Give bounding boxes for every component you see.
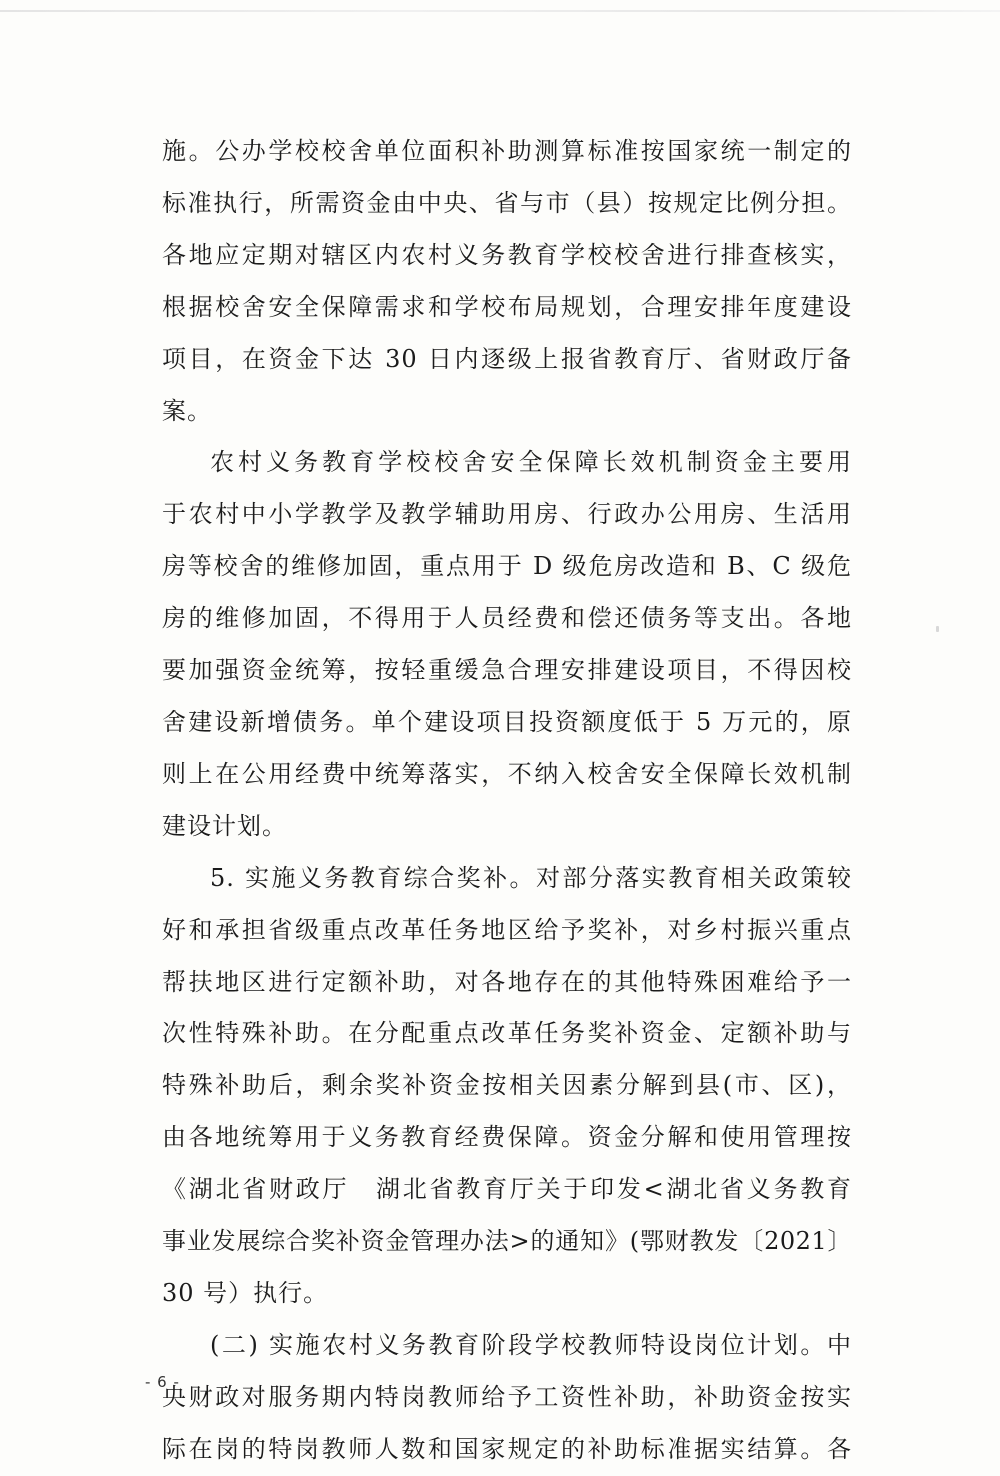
scan-top-edge: [0, 10, 1000, 12]
text-line: 农村义务教育学校校舍安全保障长效机制资金主要用: [210, 448, 852, 477]
text-line: 于农村中小学教学及教学辅助用房、行政办公用房、生活用: [162, 500, 852, 529]
text-line: 特殊补助后，剩余奖补资金按相关因素分解到县(市、区)，: [162, 1071, 852, 1100]
text-line: 5. 实施义务教育综合奖补。对部分落实教育相关政策较: [210, 863, 852, 892]
paragraph-1: [162, 126, 852, 437]
text-line: 际在岗的特岗教师人数和国家规定的补助标准据实结算。各: [162, 1434, 852, 1463]
text-line: 帮扶地区进行定额补助，对各地存在的其他特殊困难给予一: [162, 967, 852, 996]
text-line: (二) 实施农村义务教育阶段学校教师特设岗位计划。中: [210, 1330, 852, 1359]
text-line: 案。: [162, 396, 212, 425]
text-line: 房等校舍的维修加固，重点用于 D 级危房改造和 B、C 级危: [162, 552, 852, 581]
document-body: [162, 126, 852, 1476]
text-line: 建设计划。: [162, 811, 287, 840]
text-line: 房的维修加固，不得用于人员经费和偿还债务等支出。各地: [162, 604, 852, 633]
paragraph-3: [162, 853, 852, 1320]
paragraph-4: [162, 1320, 852, 1476]
paragraph-2: [162, 437, 852, 852]
text-line: 要加强资金统筹，按轻重缓急合理安排建设项目，不得因校: [162, 656, 852, 685]
text-line: 则上在公用经费中统筹落实，不纳入校舍安全保障长效机制: [162, 759, 852, 788]
text-line: 舍建设新增债务。单个建设项目投资额度低于 5 万元的，原: [162, 707, 852, 736]
text-line: 施。公办学校校舍单位面积补助测算标准按国家统一制定的: [162, 137, 852, 165]
text-line: 30 号）执行。: [162, 1278, 329, 1307]
text-line: 《湖北省财政厅 湖北省教育厅关于印发<湖北省义务教育: [162, 1175, 852, 1204]
text-line: 各地应定期对辖区内农村义务教育学校校舍进行排查核实，: [162, 240, 852, 269]
text-line: 好和承担省级重点改革任务地区给予奖补，对乡村振兴重点: [162, 915, 852, 944]
text-line: 由各地统筹用于义务教育经费保障。资金分解和使用管理按: [162, 1123, 852, 1152]
text-line: 根据校舍安全保障需求和学校布局规划，合理安排年度建设: [162, 292, 852, 321]
scan-mark: [936, 626, 939, 632]
text-line: 标准执行，所需资金由中央、省与市（县）按规定比例分担。: [162, 188, 852, 217]
text-line: 次性特殊补助。在分配重点改革任务奖补资金、定额补助与: [162, 1019, 852, 1048]
text-line: 项目，在资金下达 30 日内逐级上报省教育厅、省财政厅备: [162, 344, 852, 373]
text-line: 央财政对服务期内特岗教师给予工资性补助，补助资金按实: [162, 1382, 852, 1411]
page-number: - 6 -: [145, 1373, 180, 1391]
text-line: 事业发展综合奖补资金管理办法>的通知》(鄂财教发〔2021〕: [162, 1227, 852, 1256]
